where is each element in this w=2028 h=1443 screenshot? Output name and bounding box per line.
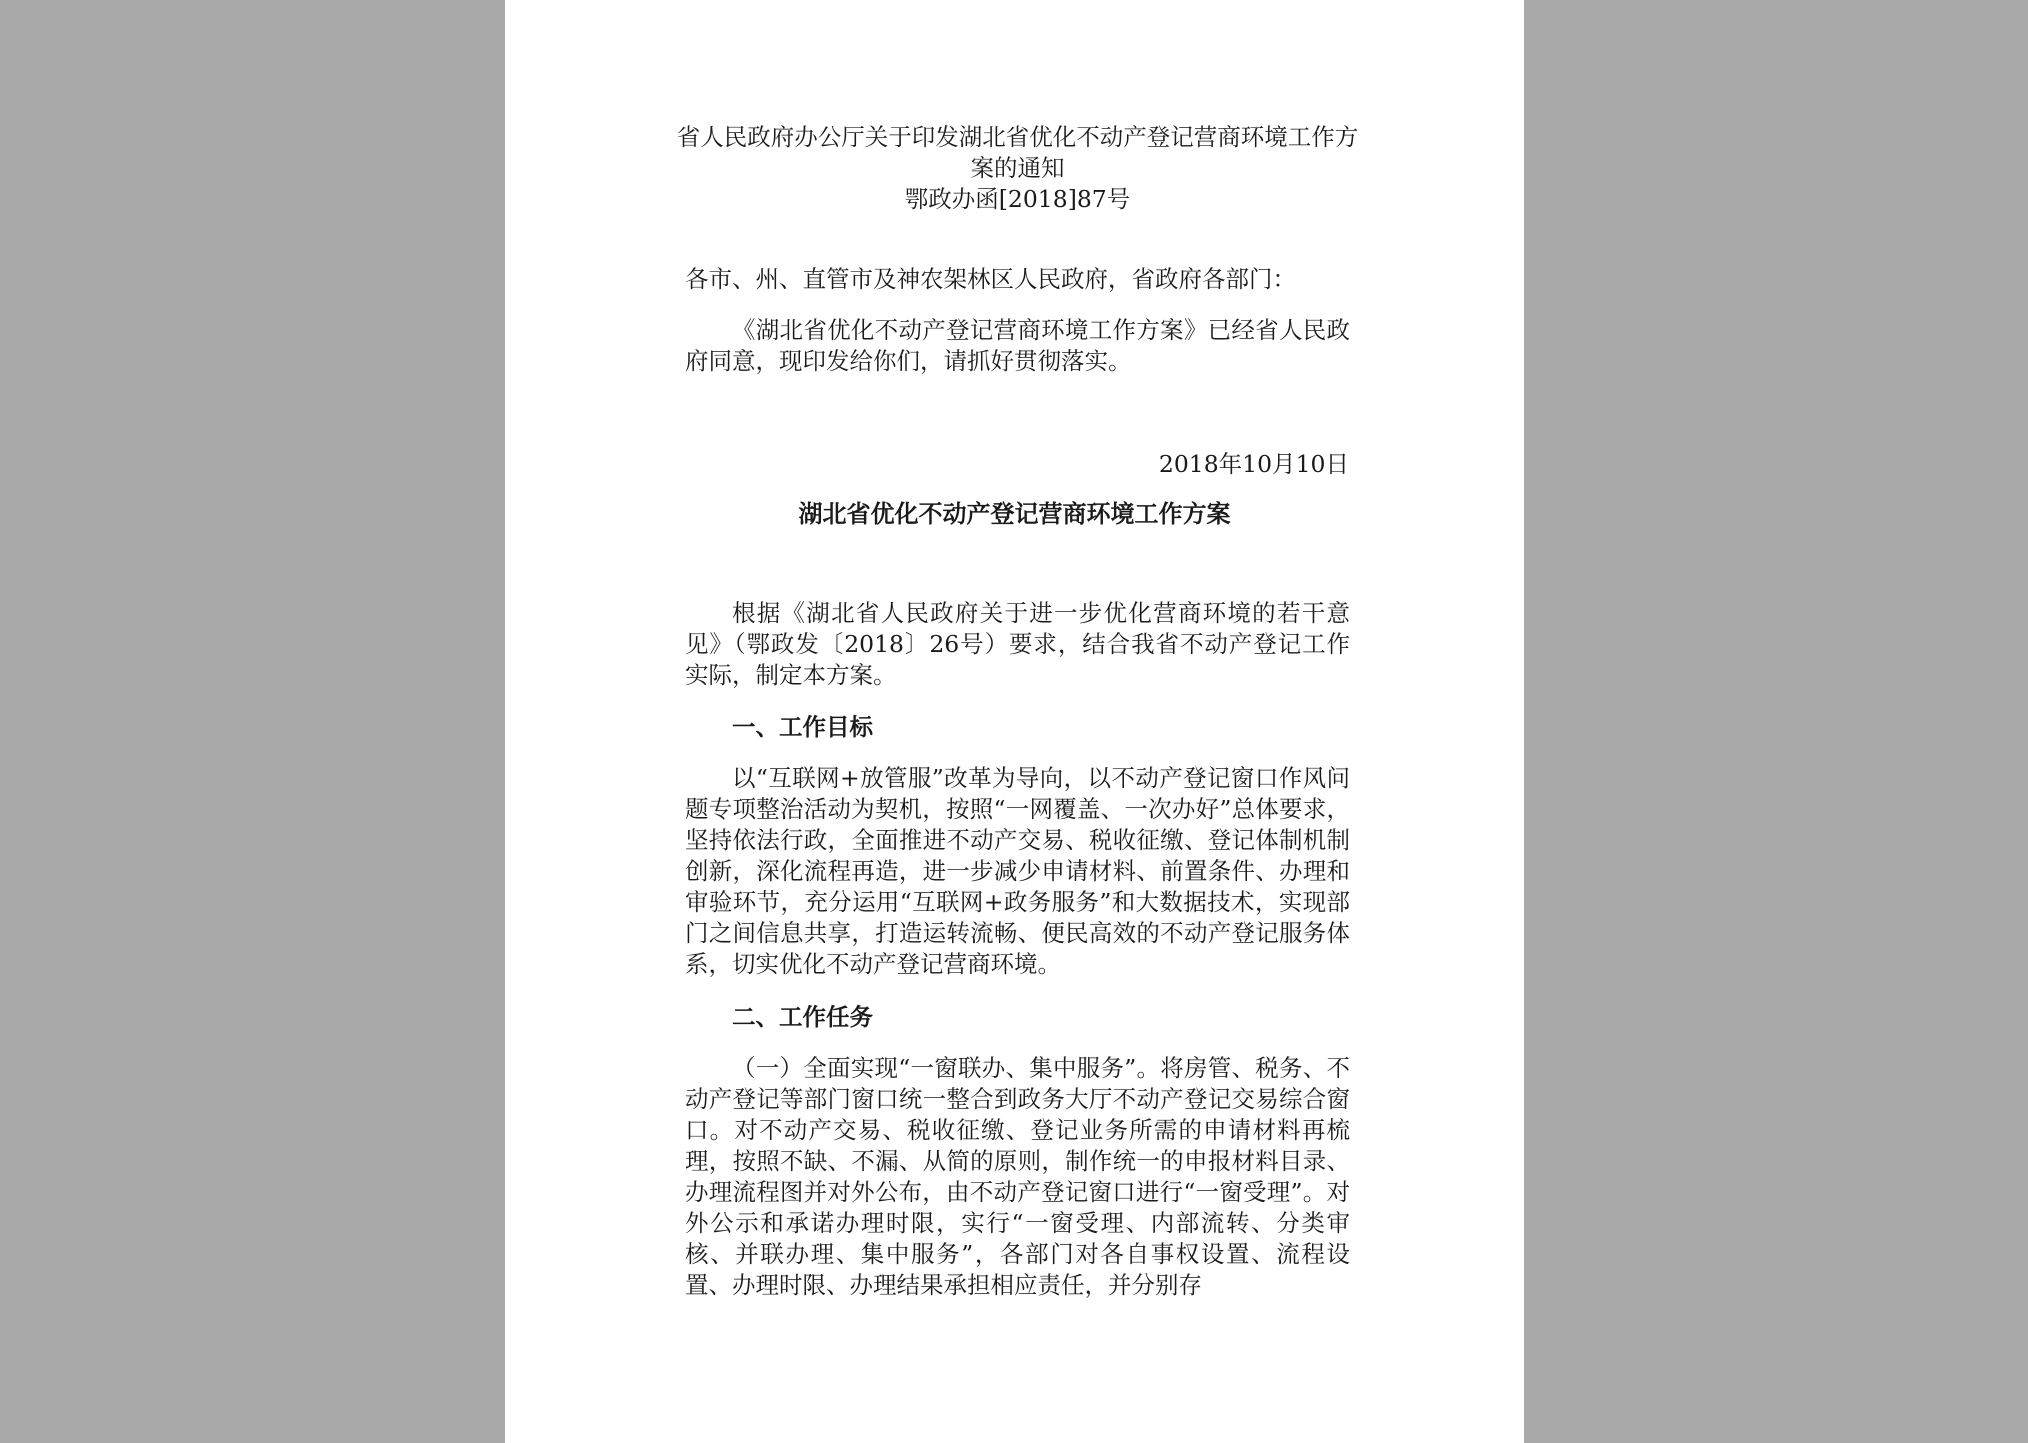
document-page [505,0,1524,1443]
notice-title-line-2: 案的通知 [970,154,1065,182]
section-heading-tasks: 二、工作任务 [732,1003,873,1031]
plan-title: 湖北省优化不动产登记营商环境工作方案 [798,499,1231,528]
salutation: 各市、州、直管市及神农架林区人民政府，省政府各部门： [685,265,1296,293]
section-heading-goals: 一、工作目标 [732,713,873,741]
notice-title-line-1: 省人民政府办公厅关于印发湖北省优化不动产登记营商环境工作方 [676,123,1359,151]
notice-body: 《湖北省优化不动产登记营商环境工作方案》已经省人民政府同意，现印发给你们，请抓好贯彻落实。 [685,316,1350,375]
section-body-goals: 以“互联网+放管服”改革为导向，以不动产登记窗口作风问题专项整治活动为契机，按照“一网覆盖、一次办好”总体要求，坚持依法行政，全面推进不动产交易、税收征缴、登记体制机制创新，深化流程再造，进一步减少申请材料、前置条件、办理和审验环节，充分运用“互联网+政务服务”和大数据技术，实现部门之间信息共享，打造运转流畅、便民高效的不动产登记服务体系，切实优化不动产登记营商环境。 [685,764,1350,978]
issue-date: 2018年10月10日 [1158,450,1349,478]
plan-intro: 根据《湖北省人民政府关于进一步优化营商环境的若干意见》（鄂政发〔2018〕26号）要求，结合我省不动产登记工作实际，制定本方案。 [685,599,1350,689]
document-number: 鄂政办函[2018]87号 [904,185,1131,213]
section-body-task-1: （一）全面实现“一窗联办、集中服务”。将房管、税务、不动产登记等部门窗口统一整合到政务大厅不动产登记交易综合窗口。对不动产交易、税收征缴、登记业务所需的申请材料再梳理，按照不缺、不漏、从简的原则，制作统一的申报材料目录、办理流程图并对外公布，由不动产登记窗口进行“一窗受理”。对外公示和承诺办理时限，实行“一窗受理、内部流转、分类审核、并联办理、集中服务”，各部门对各自事权设置、流程设置、办理时限、办理结果承担相应责任，并分别存 [685,1054,1350,1299]
notice-title-block [655,122,1380,215]
